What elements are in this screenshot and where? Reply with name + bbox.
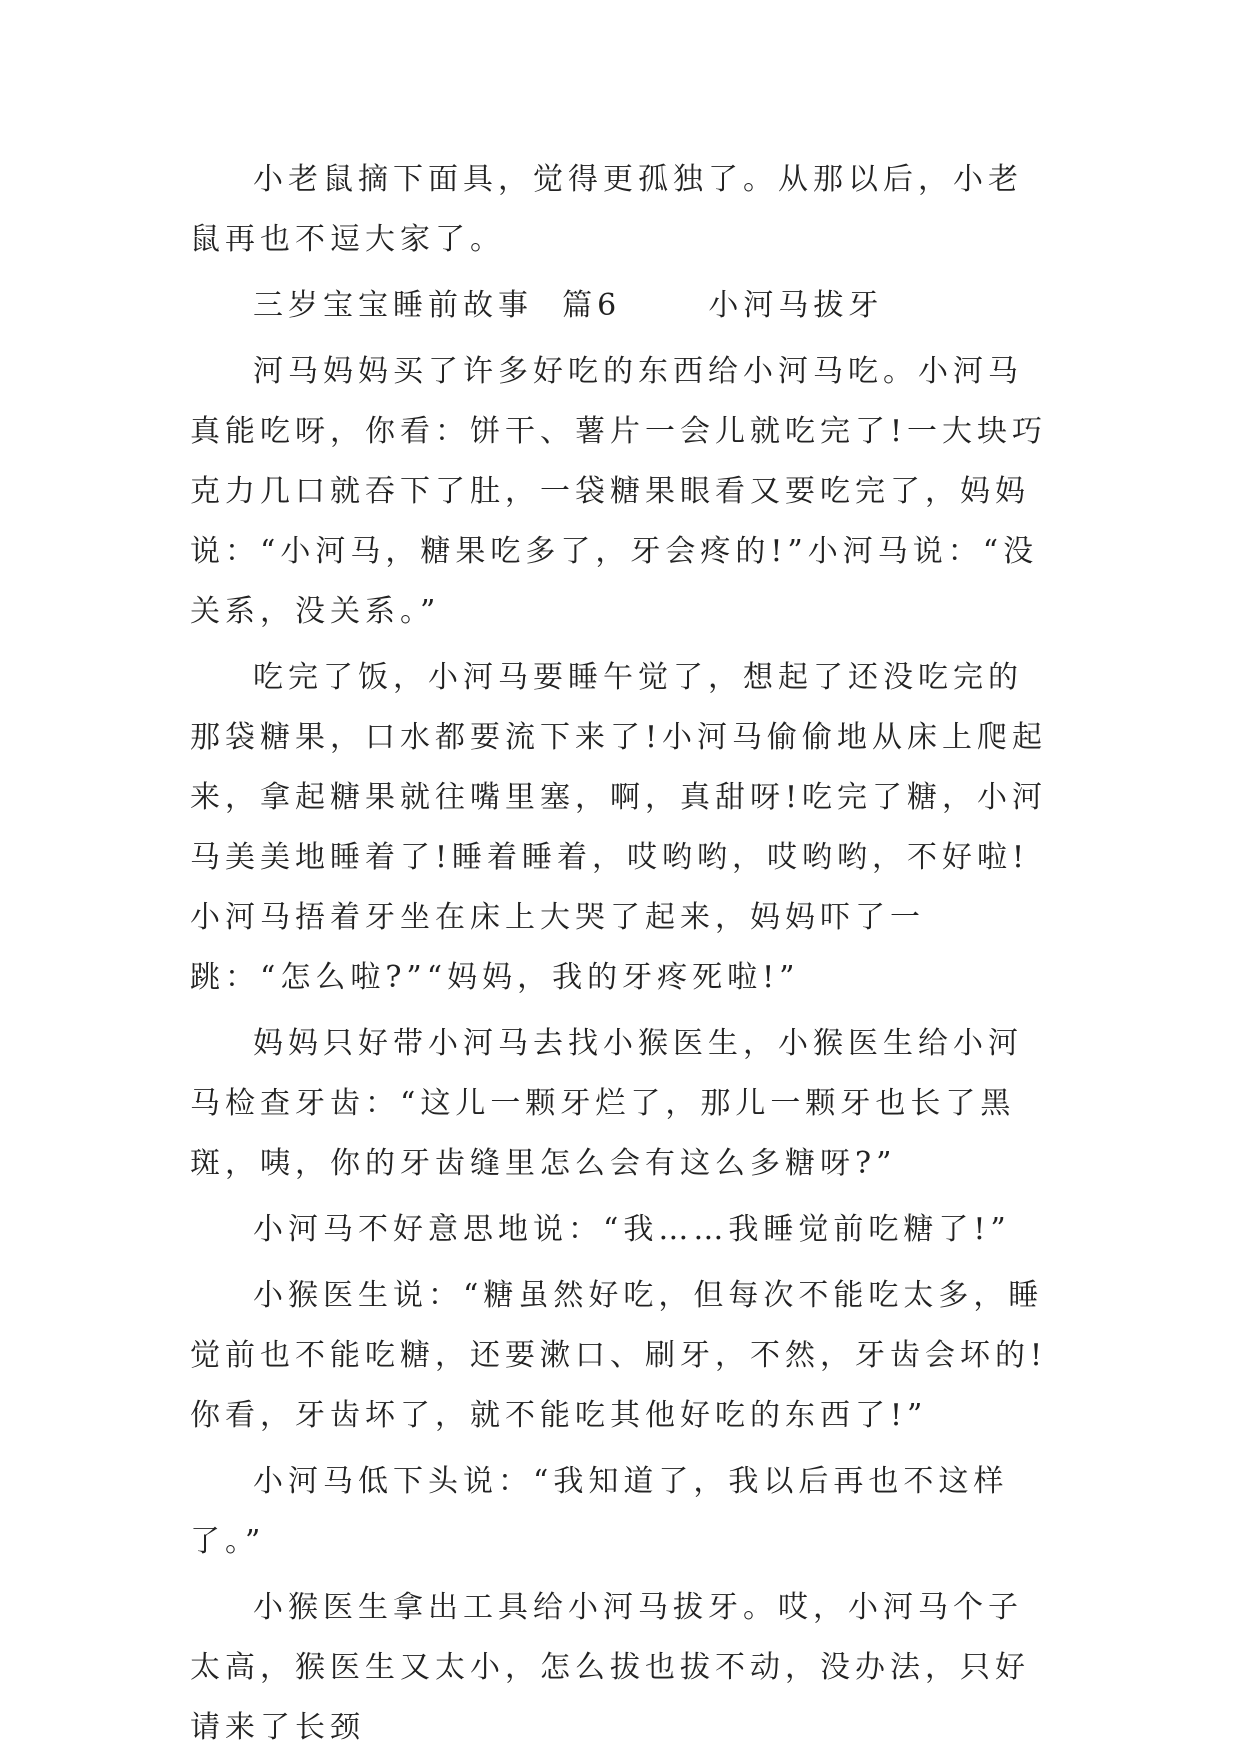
paragraph-doctor-advice: 小猴医生说：“糖虽然好吃，但每次不能吃太多，睡觉前也不能吃糖，还要漱口、刷牙，不然，牙齿会坏的!你看，牙齿坏了，就不能吃其他好吃的东西了!” bbox=[190, 1278, 1048, 1433]
paragraph-hippo-snacks: 河马妈妈买了许多好吃的东西给小河马吃。小河马真能吃呀，你看：饼干、薯片一会儿就吃完了!一大块巧克力几口就吞下了肚，一袋糖果眼看又要吃完了，妈妈说：“小河马，糖果吃多了，牙会疼的!”小河马说：“没关系，没关系。” bbox=[190, 354, 1048, 629]
paragraph-doctor-visit: 妈妈只好带小河马去找小猴医生，小猴医生给小河马检查牙齿：“这儿一颗牙烂了，那儿一颗牙也长了黑斑，咦，你的牙齿缝里怎么会有这么多糖呀?” bbox=[190, 1026, 1023, 1181]
document-page bbox=[190, 150, 1050, 1764]
paragraph-hippo-nap: 吃完了饭，小河马要睡午觉了，想起了还没吃完的那袋糖果，口水都要流下来了!小河马偷偷地从床上爬起来，拿起糖果就往嘴里塞，啊，真甜呀!吃完了糖，小河马美美地睡着了!睡着睡着，哎哟哟，哎哟哟，不好啦!小河马捂着牙坐在床上大哭了起来，妈妈吓了一跳：“怎么啦?”“妈妈，我的牙疼死啦!” bbox=[190, 660, 1048, 995]
paragraph-tooth-pulling: 小猴医生拿出工具给小河马拔牙。哎，小河马个子太高，猴医生又太小，怎么拔也拔不动，没办法，只好请来了长颈 bbox=[190, 1590, 1030, 1745]
paragraph-hippo-promise: 小河马低下头说：“我知道了，我以后再也不这样了。” bbox=[190, 1464, 1009, 1559]
paragraph-hippo-admits: 小河马不好意思地说：“我……我睡觉前吃糖了!” bbox=[253, 1212, 1011, 1247]
paragraph-mouse-ending: 小老鼠摘下面具，觉得更孤独了。从那以后，小老鼠再也不逗大家了。 bbox=[190, 162, 1023, 257]
section-title: 三岁宝宝睡前故事 篇6 小河马拔牙 bbox=[253, 288, 884, 323]
